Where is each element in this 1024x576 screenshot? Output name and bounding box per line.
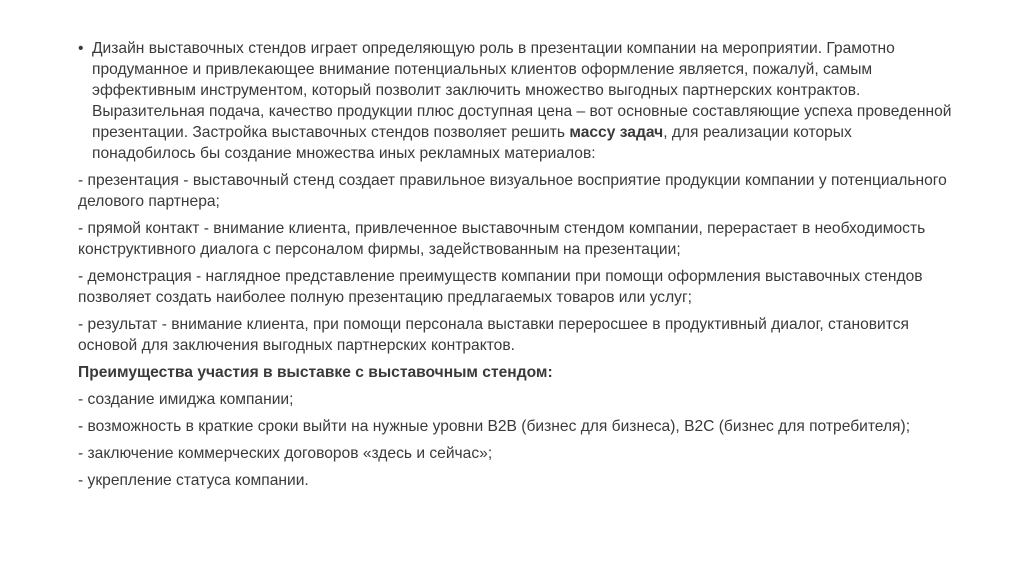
task-item-result: - результат - внимание клиента, при помощи персонала выставки переросшее в продуктивный диалог, становится основой для заключения выгодных партнерских контрактов. <box>78 316 909 354</box>
advantage-item-contracts: - заключение коммерческих договоров «здесь и сейчас»; <box>78 445 493 462</box>
task-item-demonstration: - демонстрация - наглядное представление преимуществ компании при помощи оформления выставочных стендов позволяет создать наиболее полную презентацию предлагаемых товаров или услуг; <box>78 268 923 306</box>
intro-text-after: , для реализации которых понадобилось бы создание множества иных рекламных материалов: <box>92 124 852 162</box>
intro-text <box>92 38 958 164</box>
advantage-item-status: - укрепление статуса компании. <box>78 472 309 489</box>
intro-text-before: Дизайн выставочных стендов играет определяющую роль в презентации компании на мероприятии. Грамотно продуманное и привлекающее внимание потенциальных клиентов оформление является, пожалуй, самым эффективным инструментом, который позволит заключить множество выгодных партнерских контрактов. Выразительная подача, качество продукции плюс доступная цена – вот основные составляющие успеха проведенной презентации. Застройка выставочных стендов позволяет решить <box>92 40 952 141</box>
advantages-heading: Преимущества участия в выставке с выставочным стендом: <box>78 364 553 381</box>
slide-content <box>78 38 958 497</box>
advantage-item-b2b-b2c: - возможность в краткие сроки выйти на нужные уровни B2B (бизнес для бизнеса), B2C (бизнес для потребителя); <box>78 418 911 435</box>
intro-text-bold: массу задач <box>569 124 664 141</box>
task-item-direct-contact: - прямой контакт - внимание клиента, привлеченное выставочным стендом компании, перерастает в необходимость конструктивного диалога с персоналом фирмы, задействованным на презентации; <box>78 220 926 258</box>
bullet-marker: • <box>78 40 84 57</box>
task-item-presentation: - презентация - выставочный стенд создает правильное визуальное восприятие продукции компании у потенциального делового партнера; <box>78 172 947 210</box>
intro-paragraph <box>78 38 958 164</box>
advantage-item-image: - создание имиджа компании; <box>78 391 294 408</box>
